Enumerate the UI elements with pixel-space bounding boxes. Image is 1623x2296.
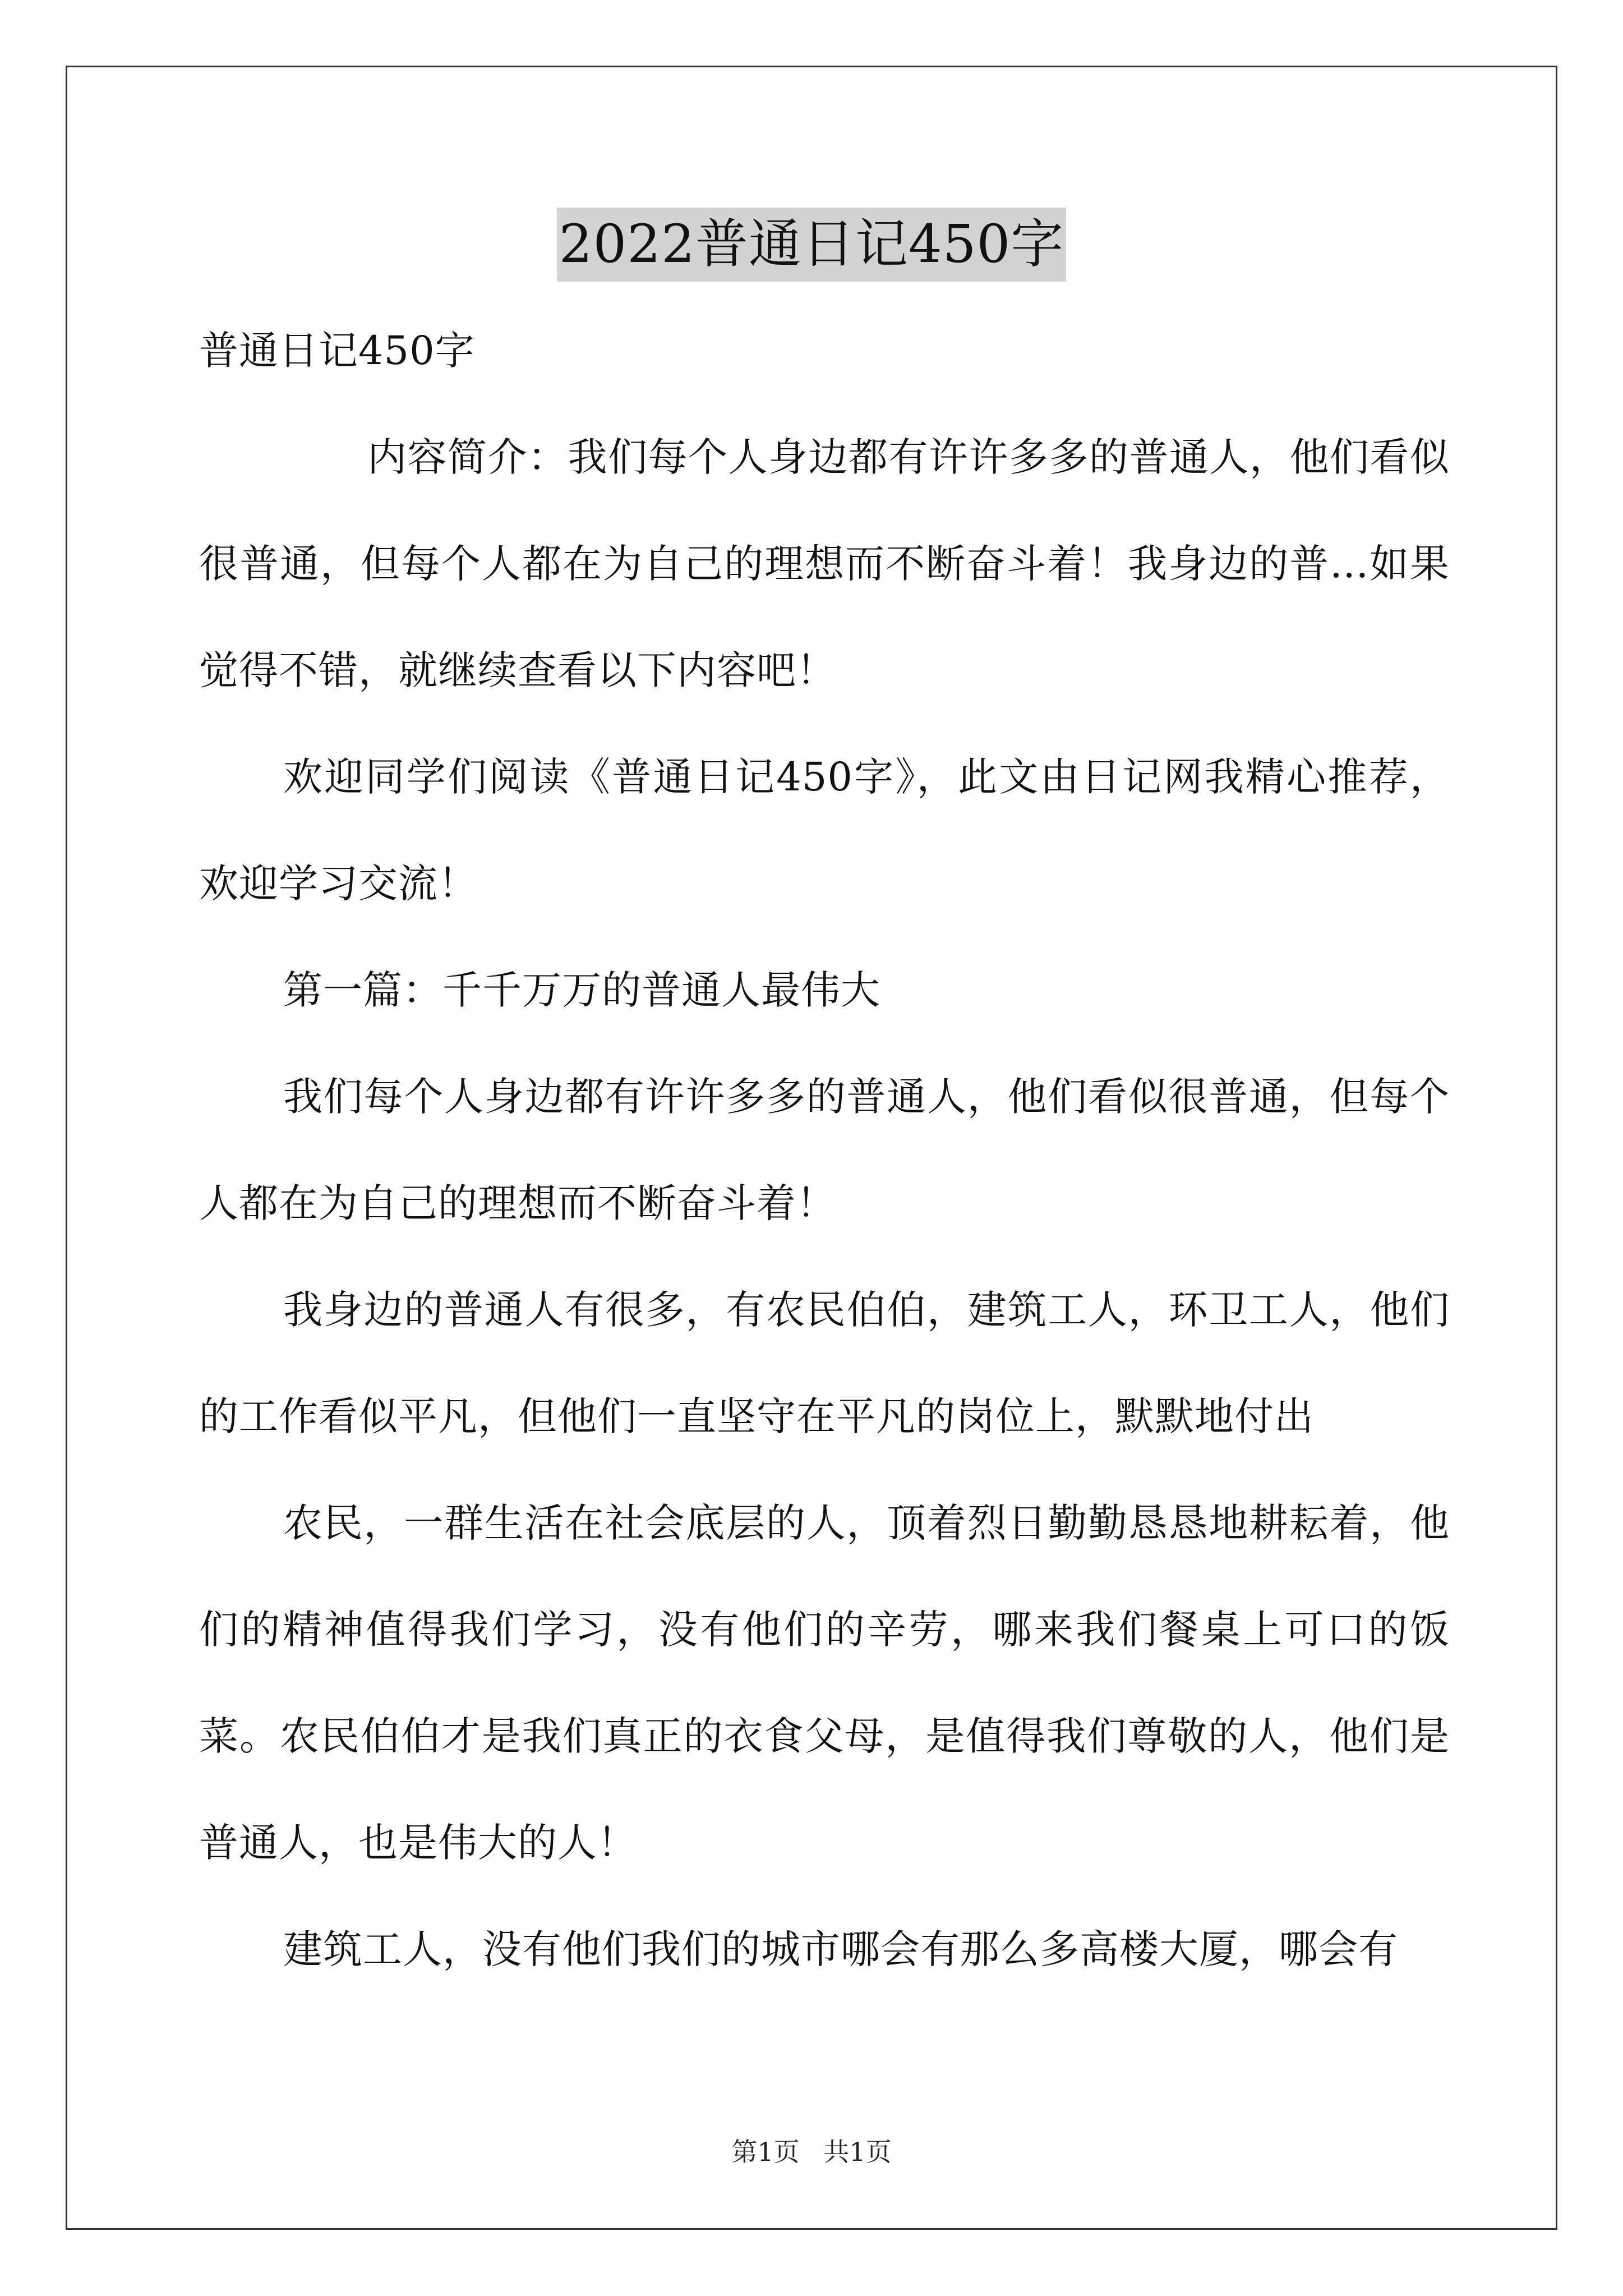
- paragraph-section-title: 第一篇：千千万万的普通人最伟大: [283, 967, 880, 1013]
- page-footer: [0, 2132, 1623, 2169]
- document-title: 2022普通日记450字: [557, 208, 1067, 282]
- page-total: 共1页: [823, 2137, 892, 2167]
- paragraph-body: 我们每个人身边都有许许多多的普通人，他们看似很普通，但每个人都在为自己的理想而不断奋斗着！: [199, 1074, 1450, 1226]
- paragraph-body: 建筑工人，没有他们我们的城市哪会有那么多高楼大厦，哪会有: [283, 1926, 1398, 1972]
- title-container: [0, 208, 1623, 282]
- paragraph-summary: 内容简介：我们每个人身边都有许许多多的普通人，他们看似很普通，但每个人都在为自己的理想而不断奋斗着！我身边的普...如果觉得不错，就继续查看以下内容吧！: [199, 434, 1450, 693]
- paragraph-body: 我身边的普通人有很多，有农民伯伯，建筑工人，环卫工人，他们的工作看似平凡，但他们一直坚守在平凡的岗位上，默默地付出: [199, 1287, 1450, 1439]
- paragraph-welcome: 欢迎同学们阅读《普通日记450字》，此文由日记网我精心推荐，欢迎学习交流！: [199, 754, 1450, 907]
- document-body: [199, 297, 1450, 2003]
- paragraph-body: 农民，一群生活在社会底层的人，顶着烈日勤勤恳恳地耕耘着，他们的精神值得我们学习，没有他们的辛劳，哪来我们餐桌上可口的饭菜。农民伯伯才是我们真正的衣食父母，是值得我们尊敬的人，他们是普通人，也是伟大的人！: [199, 1500, 1450, 1866]
- paragraph-heading: 普通日记450字: [199, 328, 475, 374]
- page-number: 第1页: [731, 2137, 800, 2167]
